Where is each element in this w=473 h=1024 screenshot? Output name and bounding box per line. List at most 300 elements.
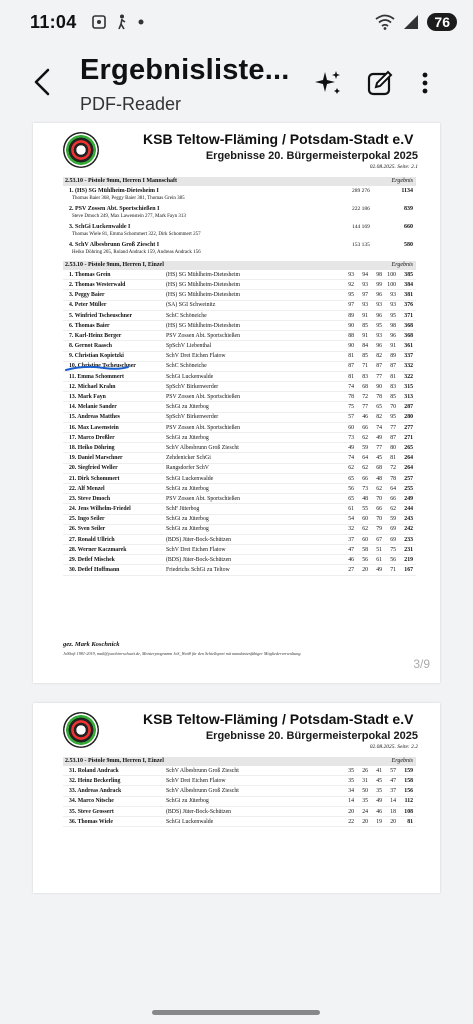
series-score: 48 bbox=[362, 495, 368, 502]
shooter-name: 23. Steve Dmoch bbox=[69, 495, 111, 502]
shooter-name: 13. Mark Fayn bbox=[69, 394, 106, 401]
signature: gez. Mark Koschnick bbox=[63, 641, 120, 648]
team-total: 580 bbox=[404, 242, 413, 248]
single-results bbox=[33, 766, 440, 827]
shooter-name: 30. Detlef Hoffmann bbox=[69, 567, 120, 574]
series-score: 37 bbox=[390, 788, 396, 795]
series-score: 95 bbox=[348, 292, 354, 299]
club-name: Rangsdorfer SchV bbox=[166, 465, 209, 472]
series-score: 96 bbox=[376, 343, 382, 350]
club-name: (SA) SGI Schweinitz bbox=[166, 302, 216, 309]
shooter-name: 20. Siegfried Weller bbox=[69, 465, 118, 472]
club-name: SchF Jüterbog bbox=[166, 506, 200, 513]
shooter-name: 22. Alf Menzel bbox=[69, 485, 105, 492]
result-row bbox=[63, 515, 416, 525]
club-name: SchGi zu Jüterbog bbox=[166, 516, 209, 523]
club-name: (HS) SG Mühlheim-Dietesheim bbox=[166, 322, 241, 329]
shooter-name: 26. Sven Seiler bbox=[69, 526, 106, 533]
club-name: SchV Albesbrunn Groß Ziescht bbox=[166, 788, 239, 795]
series-score: 54 bbox=[348, 516, 354, 523]
series-score: 84 bbox=[362, 343, 368, 350]
series-score: 74 bbox=[348, 383, 354, 390]
series-score: 70 bbox=[376, 495, 382, 502]
shooter-name: 14. Melanie Sander bbox=[69, 404, 117, 411]
series-score: 85 bbox=[362, 322, 368, 329]
wifi-icon bbox=[375, 14, 395, 30]
series-score: 64 bbox=[362, 455, 368, 462]
result-row bbox=[63, 392, 416, 402]
club-name: Zehdenicker SchGi bbox=[166, 455, 211, 462]
total-score: 219 bbox=[404, 557, 413, 564]
series-score: 35 bbox=[348, 767, 354, 774]
series-score: 78 bbox=[376, 394, 382, 401]
series-score: 87 bbox=[390, 434, 396, 441]
series-score: 66 bbox=[362, 424, 368, 431]
series-score: 75 bbox=[390, 546, 396, 553]
total-score: 255 bbox=[404, 485, 413, 492]
series-score: 78 bbox=[348, 394, 354, 401]
total-score: 264 bbox=[404, 455, 413, 462]
pdf-page-1 bbox=[33, 123, 440, 683]
series-score: 65 bbox=[348, 475, 354, 482]
walking-icon bbox=[116, 14, 128, 30]
club-name: (BDS) Jüter-Bock-Schützen bbox=[166, 808, 232, 815]
shooter-name: 11. Emma Schommert bbox=[69, 373, 124, 380]
series-score: 90 bbox=[348, 343, 354, 350]
series-score: 95 bbox=[376, 322, 382, 329]
club-name: PSV Zossen Abt. Sportschießen bbox=[166, 495, 240, 502]
shooter-name: 33. Andreas Andrack bbox=[69, 788, 122, 795]
club-name: (HS) SG Mühlheim-Dietesheim bbox=[166, 281, 241, 288]
club-name: SchGi zu Jüterbog bbox=[166, 526, 209, 533]
series-score: 58 bbox=[362, 546, 368, 553]
series-score: 67 bbox=[376, 536, 382, 543]
series-score: 71 bbox=[362, 363, 368, 370]
total-score: 244 bbox=[404, 506, 413, 513]
result-row bbox=[63, 382, 416, 392]
series-score: 82 bbox=[376, 353, 382, 360]
series-score: 77 bbox=[376, 444, 382, 451]
series-score: 94 bbox=[362, 271, 368, 278]
series-score: 87 bbox=[348, 363, 354, 370]
result-row bbox=[63, 402, 416, 412]
series-score: 61 bbox=[348, 506, 354, 513]
series-score: 55 bbox=[362, 506, 368, 513]
total-score: 108 bbox=[404, 808, 413, 815]
club-name: PSV Zossen Abt. Sportschießen bbox=[166, 332, 240, 339]
total-score: 264 bbox=[404, 465, 413, 472]
series-score: 66 bbox=[362, 475, 368, 482]
series-score: 60 bbox=[348, 424, 354, 431]
series-score: 35 bbox=[376, 788, 382, 795]
team-name: 1. (HS) SG Mühlheim-Dietesheim I bbox=[69, 188, 159, 194]
series-score: 72 bbox=[390, 465, 396, 472]
total-score: 280 bbox=[404, 414, 413, 421]
series-score: 64 bbox=[390, 485, 396, 492]
result-row bbox=[63, 280, 416, 290]
series-score: 79 bbox=[376, 526, 382, 533]
shooter-name: 4. Peter Müller bbox=[69, 302, 107, 309]
series-score: 20 bbox=[362, 567, 368, 574]
series-score: 78 bbox=[390, 475, 396, 482]
series-score: 45 bbox=[376, 777, 382, 784]
result-row bbox=[63, 484, 416, 494]
team-scores: 144 169 bbox=[352, 224, 370, 230]
shooter-name: 6. Thomas Baier bbox=[69, 322, 110, 329]
series-score: 93 bbox=[390, 302, 396, 309]
team-total: 660 bbox=[404, 224, 413, 230]
series-score: 80 bbox=[390, 444, 396, 451]
series-score: 59 bbox=[362, 444, 368, 451]
result-row bbox=[63, 766, 416, 776]
club-name: SchGi Luckenwalde bbox=[166, 818, 214, 825]
shooter-name: 34. Marco Nitsche bbox=[69, 798, 114, 805]
series-score: 73 bbox=[348, 434, 354, 441]
team-results bbox=[33, 186, 440, 258]
shooter-name: 15. Andreas Matthes bbox=[69, 414, 120, 421]
total-score: 231 bbox=[404, 546, 413, 553]
series-score: 77 bbox=[362, 404, 368, 411]
shooter-name: 24. Jens Wilhelm-Friedel bbox=[69, 506, 131, 513]
series-score: 68 bbox=[362, 383, 368, 390]
battery-badge: 76 bbox=[427, 13, 457, 31]
series-score: 34 bbox=[348, 788, 354, 795]
total-score: 243 bbox=[404, 516, 413, 523]
result-row bbox=[63, 525, 416, 535]
result-row bbox=[63, 331, 416, 341]
series-score: 59 bbox=[390, 516, 396, 523]
shooter-name: 35. Steve Grossert bbox=[69, 808, 114, 815]
series-score: 48 bbox=[376, 475, 382, 482]
series-score: 96 bbox=[390, 332, 396, 339]
series-score: 70 bbox=[376, 516, 382, 523]
series-score: 20 bbox=[348, 808, 354, 815]
club-name: Friedrichs SchGi zu Teltow bbox=[166, 567, 230, 574]
total-score: 156 bbox=[404, 788, 413, 795]
series-score: 81 bbox=[348, 373, 354, 380]
club-name: (HS) SG Mühlheim-Dietesheim bbox=[166, 271, 241, 278]
club-name: SchGi Luckenwalde bbox=[166, 373, 214, 380]
shooter-name: 25. Ingo Seiler bbox=[69, 516, 105, 523]
series-score: 91 bbox=[390, 343, 396, 350]
total-score: 287 bbox=[404, 404, 413, 411]
target-logo-icon bbox=[63, 132, 99, 168]
series-score: 71 bbox=[390, 567, 396, 574]
series-score: 66 bbox=[376, 506, 382, 513]
shooter-name: 27. Ronald Ullrich bbox=[69, 536, 115, 543]
result-row bbox=[63, 464, 416, 474]
result-row bbox=[63, 474, 416, 484]
series-score: 93 bbox=[390, 292, 396, 299]
series-score: 20 bbox=[362, 818, 368, 825]
page-title: Ergebnisliste... bbox=[80, 54, 290, 86]
total-score: 337 bbox=[404, 353, 413, 360]
notification-icons bbox=[91, 14, 145, 30]
series-score: 85 bbox=[362, 353, 368, 360]
result-row bbox=[63, 776, 416, 786]
club-name: (HS) SG Mühlheim-Dietesheim bbox=[166, 292, 241, 299]
result-row bbox=[63, 352, 416, 362]
series-score: 37 bbox=[348, 536, 354, 543]
more-options-icon[interactable] bbox=[410, 68, 440, 98]
club-name: SchGi Luckenwalde bbox=[166, 475, 214, 482]
series-score: 56 bbox=[390, 557, 396, 564]
club-name: SchC Schöneiche bbox=[166, 363, 207, 370]
result-row bbox=[63, 311, 416, 321]
sparkle-icon[interactable] bbox=[313, 68, 343, 98]
series-score: 92 bbox=[348, 281, 354, 288]
page-indicator: 3/9 bbox=[413, 657, 430, 671]
team-total: 1134 bbox=[401, 188, 413, 194]
series-score: 62 bbox=[362, 434, 368, 441]
result-label: Ergebnis bbox=[391, 262, 413, 268]
series-score: 47 bbox=[390, 777, 396, 784]
series-score: 46 bbox=[376, 808, 382, 815]
total-score: 112 bbox=[404, 798, 413, 805]
team-scores: 153 135 bbox=[352, 242, 370, 248]
team-scores: 222 186 bbox=[352, 206, 370, 212]
series-score: 49 bbox=[376, 798, 382, 805]
series-score: 90 bbox=[376, 383, 382, 390]
total-score: 233 bbox=[404, 536, 413, 543]
series-score: 91 bbox=[362, 312, 368, 319]
result-row bbox=[63, 433, 416, 443]
series-score: 62 bbox=[362, 526, 368, 533]
series-score: 82 bbox=[376, 414, 382, 421]
footer-note: JoSSoft 1981-2019, mail@joachim-schuett.de, Meisterprogramm JoS_Wett8 für den Schießsport mit mandantenfähiger Mitgliederverwaltung. bbox=[63, 651, 302, 656]
series-score: 32 bbox=[348, 526, 354, 533]
series-score: 57 bbox=[390, 767, 396, 774]
club-name: SchGi zu Jüterbog bbox=[166, 798, 209, 805]
section-header-single bbox=[63, 261, 416, 270]
total-score: 249 bbox=[404, 495, 413, 502]
series-score: 89 bbox=[390, 353, 396, 360]
series-score: 95 bbox=[390, 312, 396, 319]
edit-icon[interactable] bbox=[365, 68, 395, 98]
series-score: 74 bbox=[376, 424, 382, 431]
series-score: 93 bbox=[376, 332, 382, 339]
event-title: Ergebnisse 20. Bürgermeisterpokal 2025 bbox=[205, 730, 418, 742]
series-score: 60 bbox=[362, 516, 368, 523]
team-name: 3. SchGi Luckenwalde I bbox=[69, 224, 131, 230]
series-score: 74 bbox=[348, 455, 354, 462]
shooter-name: 3. Peggy Baier bbox=[69, 292, 105, 299]
page-header bbox=[33, 703, 440, 753]
series-score: 97 bbox=[362, 292, 368, 299]
series-score: 20 bbox=[390, 818, 396, 825]
result-row bbox=[63, 341, 416, 351]
section-header-team bbox=[63, 177, 416, 186]
total-score: 385 bbox=[404, 271, 413, 278]
status-time: 11:04 bbox=[30, 11, 77, 32]
team-members: Steve Dmoch 249, Max Lawenstein 277, Mark Fayn 313 bbox=[72, 214, 186, 219]
shooter-name: 19. Daniel Marschner bbox=[69, 455, 123, 462]
shooter-name: 28. Werner Kaczmarek bbox=[69, 546, 127, 553]
club-name: SchGi zu Jüterbog bbox=[166, 434, 209, 441]
series-score: 69 bbox=[390, 526, 396, 533]
series-score: 62 bbox=[376, 485, 382, 492]
series-score: 62 bbox=[348, 465, 354, 472]
team-row bbox=[63, 222, 416, 240]
section-title: 2.53.10 - Pistole 9mm, Herren I, Einzel bbox=[65, 262, 164, 268]
series-score: 81 bbox=[348, 353, 354, 360]
organization-title: KSB Teltow-Fläming / Potsdam-Stadt e.V bbox=[143, 711, 414, 727]
app-bar bbox=[0, 44, 473, 120]
result-row bbox=[63, 504, 416, 514]
total-score: 376 bbox=[404, 302, 413, 309]
series-score: 90 bbox=[348, 322, 354, 329]
series-score: 31 bbox=[362, 777, 368, 784]
team-members: Thomas Wiele 81, Emma Schommert 322, Dirk Schommert 257 bbox=[72, 232, 201, 237]
page-header bbox=[33, 123, 440, 173]
section-title: 2.53.10 - Pistole 9mm, Herren I, Einzel bbox=[65, 758, 164, 764]
total-score: 384 bbox=[404, 281, 413, 288]
series-score: 88 bbox=[348, 332, 354, 339]
series-score: 93 bbox=[348, 271, 354, 278]
club-name: (BDS) Jüter-Bock-Schützen bbox=[166, 557, 232, 564]
series-score: 87 bbox=[390, 363, 396, 370]
series-score: 61 bbox=[376, 557, 382, 564]
shooter-name: 21. Dirk Schommert bbox=[69, 475, 120, 482]
series-score: 35 bbox=[362, 798, 368, 805]
handwritten-underline bbox=[64, 364, 130, 372]
team-row bbox=[63, 186, 416, 204]
club-name: SchV Drei Eichen Flatow bbox=[166, 353, 226, 360]
total-score: 271 bbox=[404, 434, 413, 441]
total-score: 332 bbox=[404, 363, 413, 370]
series-score: 72 bbox=[362, 394, 368, 401]
section-header-single bbox=[63, 757, 416, 766]
series-score: 83 bbox=[362, 373, 368, 380]
series-score: 57 bbox=[348, 414, 354, 421]
total-score: 158 bbox=[404, 777, 413, 784]
club-name: PSV Zossen Abt. Sportschießen bbox=[166, 424, 240, 431]
result-row bbox=[63, 453, 416, 463]
result-row bbox=[63, 423, 416, 433]
shooter-name: 9. Christian Kopietzki bbox=[69, 353, 124, 360]
series-score: 98 bbox=[376, 271, 382, 278]
dot-icon bbox=[137, 14, 145, 30]
total-score: 313 bbox=[404, 394, 413, 401]
series-score: 77 bbox=[390, 424, 396, 431]
total-score: 265 bbox=[404, 444, 413, 451]
series-score: 51 bbox=[376, 546, 382, 553]
club-name: SchGi zu Jüterbog bbox=[166, 485, 209, 492]
series-score: 62 bbox=[390, 506, 396, 513]
shooter-name: 1. Thomas Grein bbox=[69, 271, 111, 278]
series-score: 49 bbox=[348, 444, 354, 451]
series-score: 56 bbox=[362, 557, 368, 564]
series-score: 70 bbox=[390, 404, 396, 411]
club-name: SchV Albesbrunn Groß Ziescht bbox=[166, 444, 239, 451]
target-logo-icon bbox=[63, 712, 99, 748]
series-score: 45 bbox=[376, 455, 382, 462]
series-score: 97 bbox=[348, 302, 354, 309]
shooter-name: 16. Max Lawenstein bbox=[69, 424, 119, 431]
team-members: Thomas Baier 368, Peggy Baier 381, Thomas Grein 385 bbox=[72, 196, 185, 201]
shooter-name: 7. Karl-Heinz Berger bbox=[69, 332, 122, 339]
series-score: 49 bbox=[376, 567, 382, 574]
series-score: 93 bbox=[362, 281, 368, 288]
series-score: 93 bbox=[376, 302, 382, 309]
team-name: 2. PSV Zossen Abt. Sportschießen I bbox=[69, 206, 160, 212]
result-row bbox=[63, 413, 416, 423]
total-score: 368 bbox=[404, 332, 413, 339]
club-name: SchC Schöneiche bbox=[166, 312, 207, 319]
series-score: 83 bbox=[390, 383, 396, 390]
series-score: 93 bbox=[362, 302, 368, 309]
result-row bbox=[63, 786, 416, 796]
series-score: 49 bbox=[376, 434, 382, 441]
series-score: 68 bbox=[376, 465, 382, 472]
result-row bbox=[63, 797, 416, 807]
result-row bbox=[63, 443, 416, 453]
event-title: Ergebnisse 20. Bürgermeisterpokal 2025 bbox=[205, 150, 418, 162]
result-label: Ergebnis bbox=[391, 758, 413, 764]
shooter-name: 2. Thomas Westerwald bbox=[69, 281, 126, 288]
total-score: 381 bbox=[404, 292, 413, 299]
result-row bbox=[63, 270, 416, 280]
series-score: 46 bbox=[348, 557, 354, 564]
team-row bbox=[63, 240, 416, 258]
home-indicator[interactable] bbox=[152, 1010, 320, 1015]
series-score: 22 bbox=[348, 818, 354, 825]
series-score: 96 bbox=[376, 292, 382, 299]
result-row bbox=[63, 535, 416, 545]
series-score: 95 bbox=[390, 414, 396, 421]
total-score: 242 bbox=[404, 526, 413, 533]
shooter-name: 29. Detlef Mischek bbox=[69, 557, 115, 564]
series-score: 66 bbox=[390, 495, 396, 502]
total-score: 257 bbox=[404, 475, 413, 482]
total-score: 167 bbox=[404, 567, 413, 574]
club-name: SchV Albesbrunn Groß Ziescht bbox=[166, 767, 239, 774]
back-arrow-icon[interactable] bbox=[28, 64, 58, 100]
club-name: SchV Drei Eichen Flatow bbox=[166, 777, 226, 784]
series-score: 73 bbox=[362, 485, 368, 492]
series-score: 96 bbox=[376, 312, 382, 319]
club-name: SpSchV Birkenwerder bbox=[166, 414, 219, 421]
series-score: 98 bbox=[390, 322, 396, 329]
club-name: SpSchV Birkenwerder bbox=[166, 383, 219, 390]
team-members: Heiko Döhring 265, Roland Andrack 159, Andreas Andrack 156 bbox=[72, 250, 201, 255]
signal-icon bbox=[403, 14, 419, 30]
series-score: 65 bbox=[348, 495, 354, 502]
shooter-name: 5. Winfried Tscheuschner bbox=[69, 312, 133, 319]
series-score: 81 bbox=[390, 373, 396, 380]
team-name: 4. SchV Albesbrunn Groß Ziescht I bbox=[69, 242, 160, 248]
club-name: SchV Drei Eichen Flatow bbox=[166, 546, 226, 553]
total-score: 81 bbox=[407, 818, 413, 825]
single-results bbox=[33, 270, 440, 576]
series-score: 75 bbox=[348, 404, 354, 411]
series-score: 14 bbox=[348, 798, 354, 805]
series-score: 69 bbox=[390, 536, 396, 543]
series-score: 56 bbox=[348, 485, 354, 492]
club-name: SpSchV Liebenthal bbox=[166, 343, 212, 350]
shooter-name: 10. Christine Tscheuschner bbox=[69, 363, 136, 370]
series-score: 19 bbox=[376, 818, 382, 825]
result-row bbox=[63, 290, 416, 300]
result-row bbox=[63, 494, 416, 504]
series-score: 41 bbox=[376, 767, 382, 774]
series-score: 99 bbox=[376, 281, 382, 288]
series-score: 87 bbox=[376, 363, 382, 370]
total-score: 371 bbox=[404, 312, 413, 319]
series-score: 24 bbox=[362, 808, 368, 815]
date-page: 02.08.2025. Seite: 2.2 bbox=[369, 744, 418, 750]
total-score: 277 bbox=[404, 424, 413, 431]
